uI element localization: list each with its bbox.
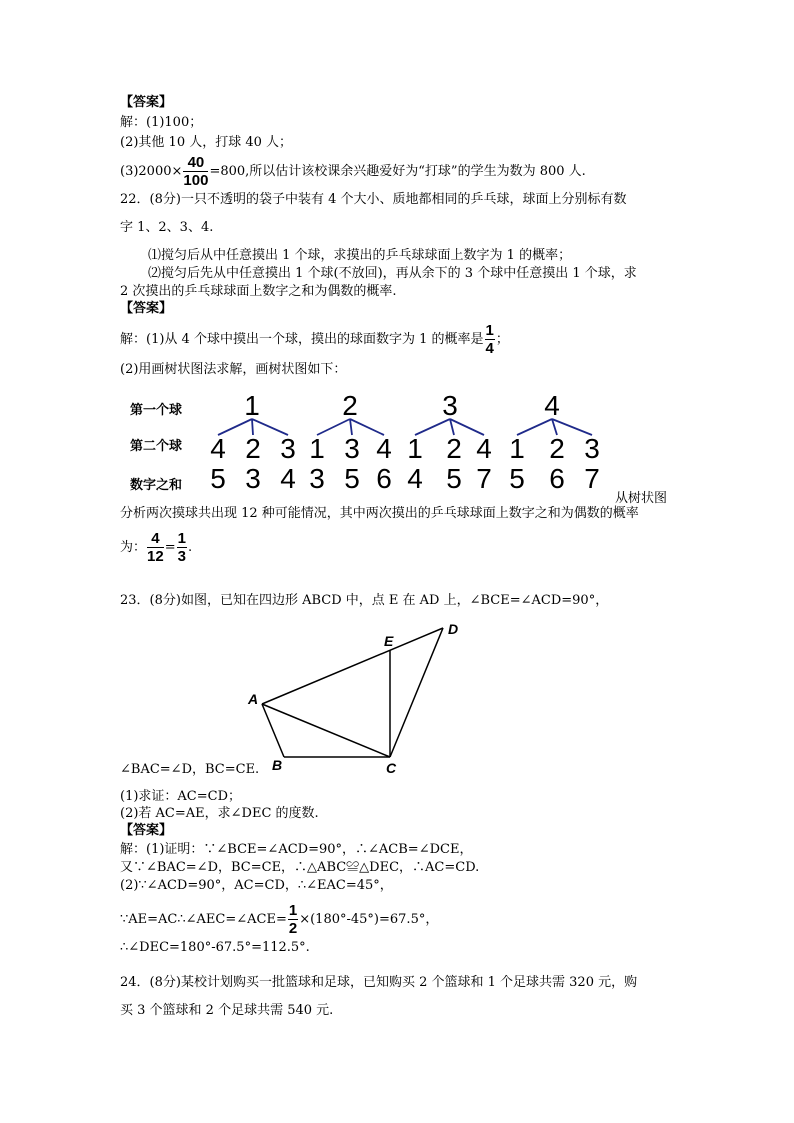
numerator: 1 — [288, 902, 298, 919]
vertex-label-c: C — [386, 760, 397, 776]
numerator: 40 — [183, 154, 208, 172]
row-label-first: 第一个球 — [130, 402, 183, 417]
tree-second-ball: 1 — [309, 433, 325, 464]
tree-sum: 7 — [584, 463, 600, 494]
fraction — [183, 154, 208, 189]
tree-sum: 5 — [344, 463, 360, 494]
solution-line: ∴∠DEC=180°-67.5°=112.5°. — [120, 940, 310, 955]
text: . — [187, 540, 193, 555]
fraction — [485, 322, 495, 357]
text: ∵AE=AC∴∠AEC=∠ACE= — [120, 912, 287, 927]
row-label-sum: 数字之和 — [130, 477, 183, 492]
numerator: 4 — [147, 530, 164, 548]
solution-line — [120, 154, 586, 189]
answer-header: 【答案】 — [120, 95, 173, 110]
quadrilateral-figure — [240, 618, 470, 778]
tree-sum: 4 — [407, 463, 423, 494]
question-part: ⑴搅匀后从中任意摸出 1 个球，求摸出的乒乓球球面上数字为 1 的概率； — [148, 248, 572, 263]
answer-header: 【答案】 — [120, 823, 173, 838]
fraction — [147, 530, 164, 565]
solution-line: 解：(1)100； — [120, 115, 203, 130]
tree-diagram — [120, 388, 680, 500]
tree-sum: 4 — [280, 463, 296, 494]
vertex-label-d: D — [448, 621, 459, 637]
question-part: 2 次摸出的乒乓球球面上数字之和为偶数的概率. — [120, 284, 397, 299]
tree-first-ball: 1 — [244, 390, 260, 421]
solution-line: (2)其他 10 人，打球 40 人； — [120, 135, 293, 150]
numerator: 1 — [485, 322, 494, 339]
question-stem: 24．(8分)某校计划购买一批篮球和足球，已知购买 2 个篮球和 1 个足球共需 320 元，购 — [120, 975, 638, 990]
tree-caption: 从树状图 — [615, 491, 668, 506]
solution-line — [120, 322, 509, 357]
tree-second-ball: 4 — [476, 433, 492, 464]
tree-second-ball: 1 — [407, 433, 423, 464]
denominator: 2 — [288, 920, 298, 937]
tree-first-ball: 4 — [544, 390, 560, 421]
solution-line: 分析两次摸球共出现 12 种可能情况，其中两次摸出的乒乓球球面上数字之和为偶数的概率 — [120, 506, 639, 521]
vertex-label-e: E — [384, 633, 394, 649]
numerator: 1 — [177, 530, 186, 547]
solution-line: 解：(1)证明：∵∠BCE=∠ACD=90°，∴∠ACB=∠DCE， — [120, 842, 473, 857]
fraction — [288, 902, 298, 937]
tree-sum: 7 — [476, 463, 492, 494]
question-part: ⑵搅匀后先从中任意摸出 1 个球(不放回)，再从余下的 3 个球中任意摸出 1 个球，求 — [148, 266, 637, 281]
text: (3)2000× — [120, 164, 183, 179]
tree-branches — [218, 419, 592, 435]
tree-second-ball: 3 — [584, 433, 600, 464]
fraction — [177, 530, 187, 565]
tree-sum: 5 — [210, 463, 226, 494]
denominator: 4 — [485, 340, 494, 357]
tree-numbers — [210, 390, 600, 494]
question-part: (2)若 AC=AE，求∠DEC 的度数. — [120, 806, 319, 821]
solution-line: (2)∵∠ACD=90°，AC=CD，∴∠EAC=45°， — [120, 878, 393, 893]
tree-sum: 3 — [309, 463, 325, 494]
question-stem: 22．(8分)一只不透明的袋子中装有 4 个大小、质地都相同的乒乓球，球面上分别标有数 — [120, 192, 627, 207]
tree-second-ball: 3 — [344, 433, 360, 464]
equals: = — [164, 540, 176, 555]
row-label-second: 第二个球 — [130, 438, 183, 453]
question-stem: 23．(8分)如图，已知在四边形 ABCD 中，点 E 在 AD 上，∠BCE=∠ACD=90°， — [120, 593, 609, 608]
question-stem: 买 3 个篮球和 2 个足球共需 540 元. — [120, 1003, 334, 1018]
tree-second-ball: 2 — [446, 433, 462, 464]
text: ×(180°-45°)=67.5°， — [299, 912, 439, 927]
vertex-label-a: A — [248, 691, 259, 707]
denominator: 12 — [147, 548, 164, 565]
solution-line: 又∵∠BAC=∠D，BC=CE，∴△ABC≌△DEC，∴AC=CD. — [120, 860, 480, 875]
text: =800,所以估计该校课余兴趣爱好为“打球”的学生为数为 800 人. — [209, 164, 586, 179]
denominator: 3 — [177, 548, 186, 565]
vertex-label-b: B — [272, 757, 283, 773]
tree-sum: 6 — [549, 463, 565, 494]
tree-sum: 6 — [376, 463, 392, 494]
question-part: (1)求证：AC=CD； — [120, 789, 242, 804]
tree-sum: 5 — [446, 463, 462, 494]
tree-second-ball: 1 — [509, 433, 525, 464]
text: ； — [495, 332, 509, 347]
tree-second-ball: 3 — [280, 433, 296, 464]
tree-second-ball: 4 — [210, 433, 226, 464]
answer-header: 【答案】 — [120, 301, 173, 316]
tree-sum: 5 — [509, 463, 525, 494]
question-stem: ∠BAC=∠D，BC=CE. — [120, 762, 260, 777]
tree-first-ball: 2 — [342, 390, 358, 421]
solution-line — [120, 530, 192, 565]
tree-sum: 3 — [245, 463, 261, 494]
tree-second-ball: 4 — [376, 433, 392, 464]
tree-second-ball: 2 — [245, 433, 261, 464]
tree-first-ball: 3 — [442, 390, 458, 421]
text: 解：(1)从 4 个球中摸出一个球，摸出的球面数字为 1 的概率是 — [120, 332, 484, 347]
solution-line: (2)用画树状图法求解，画树状图如下： — [120, 362, 347, 377]
tree-second-ball: 2 — [549, 433, 565, 464]
denominator: 100 — [183, 172, 209, 189]
solution-line — [120, 902, 438, 937]
question-stem: 字 1、2、3、4. — [120, 220, 214, 235]
text: 为： — [120, 540, 147, 555]
